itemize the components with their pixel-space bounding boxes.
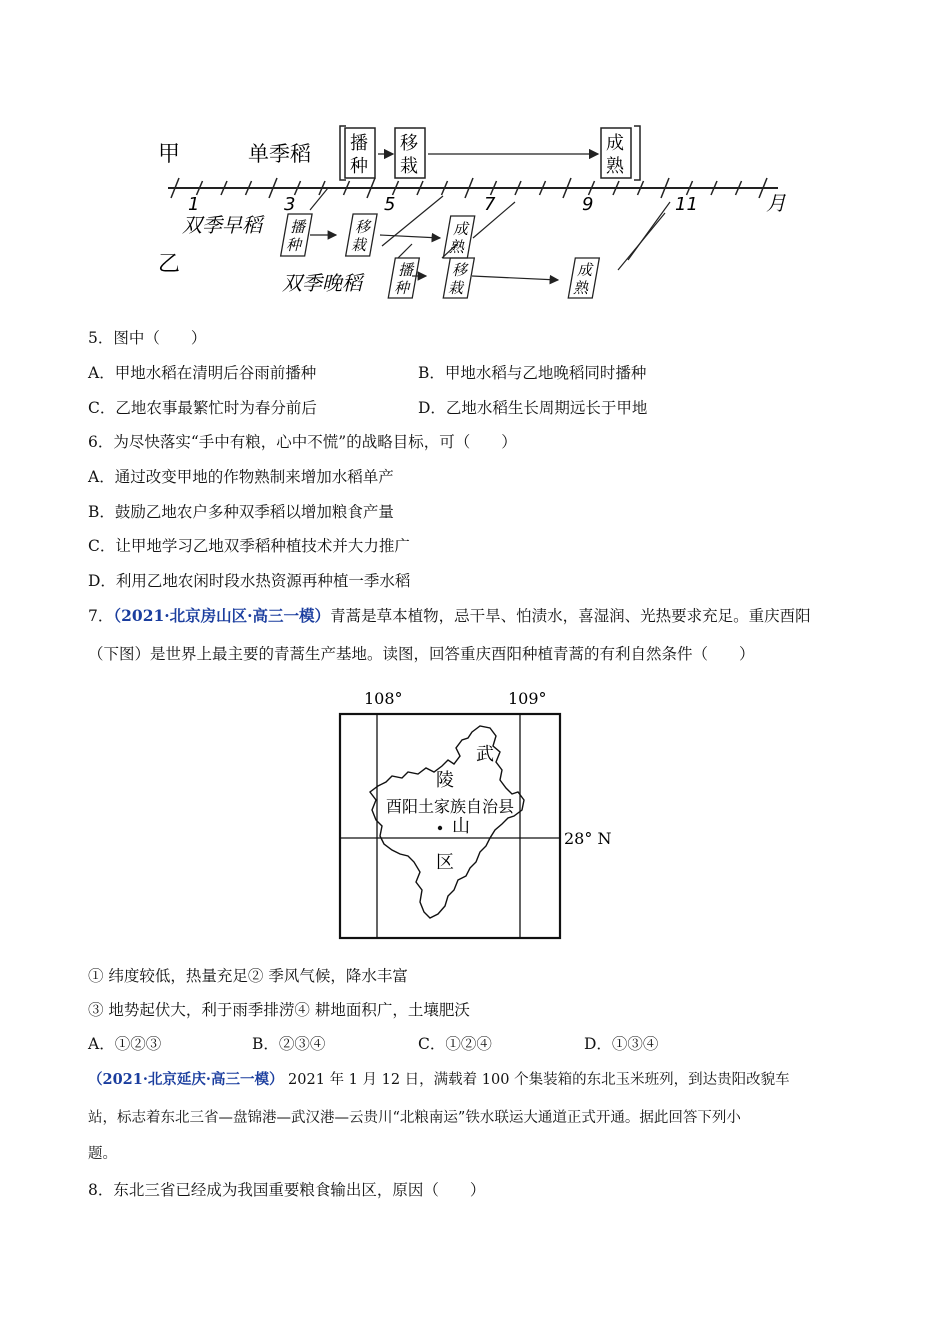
month-axis <box>168 178 787 215</box>
q6-option-c[interactable]: C．让甲地学习乙地双季稻种植技术并大力推广 <box>88 537 410 555</box>
late-rice-label: 双季晚稻 <box>282 271 362 295</box>
q5-option-a[interactable]: A．甲地水稻在清明后谷雨前播种 <box>88 364 317 382</box>
tick-11: 11 <box>675 194 698 215</box>
early-rice-label: 双季早稻 <box>182 213 262 237</box>
q7-text1: 青蒿是草本植物，忌干旱、怕渍水，喜湿润、光热要求充足。重庆酉阳 <box>330 607 811 625</box>
late-transplant-char1: 移 <box>452 261 468 279</box>
month-unit: 月 <box>766 191 786 215</box>
passage-line1 <box>88 1070 790 1090</box>
rice-calendar-figure <box>150 118 800 308</box>
q5-option-c[interactable]: C．乙地农事最繁忙时为春分前后 <box>88 399 317 417</box>
q7-statements-2: ③ 地势起伏大，利于雨季排涝④ 耕地面积广，土壤肥沃 <box>88 1001 470 1019</box>
label-shan: 山 <box>452 816 470 837</box>
q5-option-d[interactable]: D．乙地水稻生长周期远长于甲地 <box>418 399 648 417</box>
tick-7: 7 <box>484 194 496 215</box>
q7-stem-line1 <box>88 606 811 626</box>
county-boundary <box>370 726 524 918</box>
q7-statements-1: ① 纬度较低，热量充足② 季风气候，降水丰富 <box>88 967 408 985</box>
tick-5: 5 <box>384 194 396 215</box>
single-sow-char2: 种 <box>350 156 368 177</box>
q6-option-a[interactable]: A．通过改变甲地的作物熟制来增加水稻单产 <box>88 468 394 486</box>
late-sow-char1: 播 <box>398 261 414 279</box>
single-mature-char1: 成 <box>606 133 624 154</box>
passage-line2: 站，标志着东北三省—盘锦港—武汉港—云贵川“北粮南运”铁水联运大通道正式开通。据此回答下列小 <box>88 1110 741 1126</box>
county-seat-dot <box>438 826 442 830</box>
q6-option-d[interactable]: D．利用乙地农闲时段水热资源再种植一季水稻 <box>88 572 411 590</box>
early-transplant-char2: 栽 <box>351 236 367 254</box>
late-mature-char2: 熟 <box>573 279 589 297</box>
youyang-map <box>330 682 630 944</box>
late-sow-char2: 种 <box>394 279 410 297</box>
early-mature-char1: 成 <box>453 220 469 238</box>
passage-source: （2021·北京延庆·高三一模） <box>88 1071 284 1088</box>
early-sow-char1: 播 <box>290 218 306 236</box>
label-qu: 区 <box>436 852 454 873</box>
q7-option-c[interactable]: C．①②④ <box>418 1035 492 1053</box>
label-wu: 武 <box>476 744 494 765</box>
single-transplant-char1: 移 <box>400 133 418 154</box>
early-sow-char2: 种 <box>286 236 302 254</box>
q7-source: （2021·北京房山区·高三一模） <box>113 606 331 625</box>
row-label-yi: 乙 <box>158 252 181 277</box>
q6-option-b[interactable]: B．鼓励乙地农户多种双季稻以增加粮食产量 <box>88 503 394 521</box>
passage-text1: 2021 年 1 月 12 日，满载着 100 个集装箱的东北玉米班列，到达贵阳改貌车 <box>283 1072 790 1088</box>
single-sow-char1: 播 <box>350 133 368 154</box>
row-label-jia: 甲 <box>158 142 181 167</box>
q5-option-b[interactable]: B．甲地水稻与乙地晚稻同时播种 <box>418 364 647 382</box>
early-mature-char2: 熟 <box>449 238 465 256</box>
single-transplant-char2: 栽 <box>400 156 418 177</box>
single-mature-char2: 熟 <box>606 156 624 177</box>
q5-stem: 5．图中（ ） <box>88 329 207 347</box>
q7-option-a[interactable]: A．①②③ <box>88 1035 162 1053</box>
longitude-108: 108° <box>364 689 403 708</box>
tick-3: 3 <box>284 194 296 215</box>
early-transplant-char1: 移 <box>355 218 371 236</box>
late-transplant-char2: 栽 <box>448 279 464 297</box>
label-ling: 陵 <box>436 770 454 791</box>
q7-stem-line2: （下图）是世界上最主要的青蒿生产基地。读图，回答重庆酉阳种植青蒿的有利自然条件（ ） <box>88 645 755 663</box>
single-rice-label: 单季稻 <box>248 142 311 166</box>
q7-number: 7． <box>88 607 114 625</box>
late-mature-char1: 成 <box>577 261 593 279</box>
latitude-28: 28° N <box>564 829 612 848</box>
longitude-109: 109° <box>508 689 547 708</box>
q7-option-d[interactable]: D．①③④ <box>584 1035 659 1053</box>
q7-option-b[interactable]: B．②③④ <box>252 1035 326 1053</box>
q8-stem: 8．东北三省已经成为我国重要粮食输出区，原因（ ） <box>88 1181 486 1199</box>
county-name: 酉阳土家族自治县 <box>386 797 515 816</box>
tick-1: 1 <box>188 194 200 215</box>
q6-stem: 6．为尽快落实“手中有粮，心中不慌”的战略目标，可（ ） <box>88 433 517 451</box>
tick-9: 9 <box>582 194 594 215</box>
passage-line3: 题。 <box>88 1146 117 1162</box>
